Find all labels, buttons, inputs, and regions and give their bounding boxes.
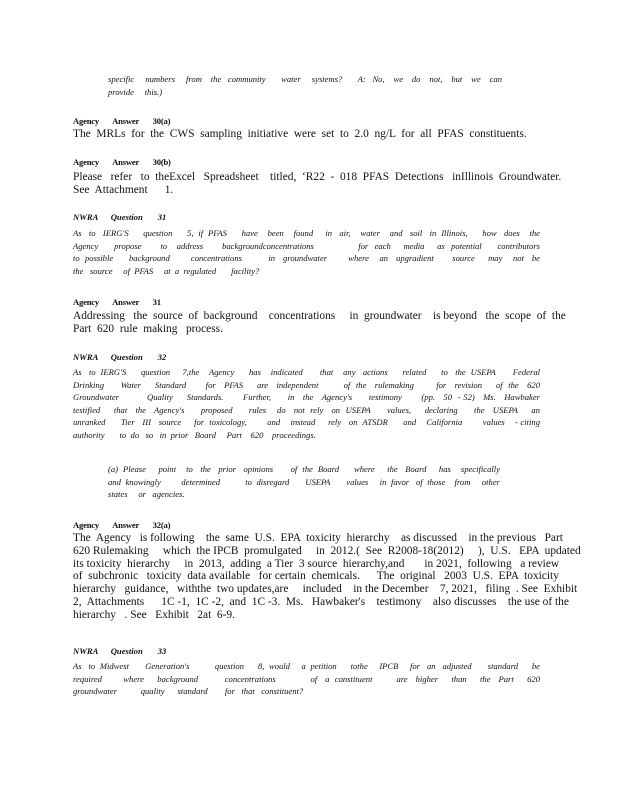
text-line: unranked Tier III source for toxicology, and instead rely on ATSDR and California values - citing xyxy=(73,417,540,428)
question-text xyxy=(73,366,540,442)
answer-heading: Agency Answer 31 xyxy=(73,297,161,307)
question-heading: NWRA Question 31 xyxy=(73,212,167,222)
text-line: to possible background concentrations in groundwater where an upgradient source may not be xyxy=(73,253,540,264)
text-line: authority to do so in prior Board Part 620 proceedings. xyxy=(73,429,316,440)
text-line: Agency propose to address backgroundconcentrations for each media as potential contributors xyxy=(73,240,540,251)
answer-heading: Agency Answer 32(a) xyxy=(73,520,171,530)
text-line: See Attachment 1. xyxy=(73,183,174,196)
answer-heading: Agency Answer 30(a) xyxy=(73,116,171,126)
text-line: the source of PFAS at a regulated facility? xyxy=(73,265,260,276)
text-line: 620 Rulemaking which the IPCB promulgated in 2012.( See R2008-18(2012) ), U.S. EPA updated xyxy=(73,544,581,557)
text-line: Drinking Water Standard for PFAS are independent of the rulemaking for revision of the 620 xyxy=(73,379,540,390)
text-line: As to IERG'S question 5, if PFAS have been found in air, water and soil in Illinois, how does the xyxy=(73,228,540,238)
text-line: Addressing the source of background concentrations in groundwater is beyond the scope of the xyxy=(73,310,566,322)
text-line: groundwater quality standard for that constituent? xyxy=(73,686,304,697)
text-line: The Agency is following the same U.S. EPA toxicity hierarchy as discussed in the previous Part xyxy=(73,532,563,544)
question-text xyxy=(108,463,500,501)
text-line: Please refer to theExcel Spreadsheet titled, ‘R22 - 018 PFAS Detections inIllinois Groundwater. xyxy=(73,171,562,183)
text-line: As to IERG'S question 7,the Agency has indicated that any actions related to the USEPA Federal xyxy=(73,367,540,377)
answer-heading: Agency Answer 30(b) xyxy=(73,157,171,167)
text-line: Part 620 rule making process. xyxy=(73,322,223,335)
question-text xyxy=(73,660,540,698)
text-line: specific numbers from the community water systems? A: No, we do not, but we can xyxy=(108,74,502,84)
text-line: testified that the Agency's proposed rules do not rely on USEPA values, declaring the USEPA an xyxy=(73,404,540,415)
text-line: and knowingly determined to disregard USEPA values in favor of those from other xyxy=(108,476,500,487)
text-line: As to Midwest Generation's question 8, would a petition tothe IPCB for an adjusted standard be xyxy=(73,661,540,671)
question-text xyxy=(73,227,540,277)
question-heading: NWRA Question 32 xyxy=(73,352,167,362)
answer-text xyxy=(73,310,566,336)
question-heading: NWRA Question 33 xyxy=(73,646,167,656)
answer-text xyxy=(73,171,562,197)
text-line: 2, Attachments 1C -1, 1C -2, and 1C -3. Ms. Hawbaker's testimony also discusses the use of the xyxy=(73,595,569,608)
answer-text xyxy=(73,532,581,622)
text-line: Groundwater Quality Standards. Further, in the Agency's testimony (pp. 50 - 52) Ms. Hawbaker xyxy=(73,392,540,403)
text-line: required where background concentrations of a constituent are higher than the Part 620 xyxy=(73,673,540,684)
answer-text xyxy=(73,128,527,141)
text-line: of subchronic toxicity data available for certain chemicals. The original 2003 U.S. EPA toxicity xyxy=(73,570,559,583)
text-line: (a) Please point to the prior opinions of the Board where the Board has specifically xyxy=(108,464,500,474)
text-line: states or agencies. xyxy=(108,489,185,500)
text-line: provide this.) xyxy=(108,86,163,97)
question-text xyxy=(108,73,502,98)
text-line: hierarchy . See Exhibit 2at 6-9. xyxy=(73,608,235,621)
text-line: The MRLs for the CWS sampling initiative were set to 2.0 ng/L for all PFAS constituents. xyxy=(73,128,527,140)
text-line: its toxicity hierarchy in 2013, adding a Tier 3 source hierarchy,and in 2021, following a review xyxy=(73,557,560,570)
text-line: hierarchy guidance, withthe two updates,are included in the December 7, 2021, filing . See Exhibit xyxy=(73,583,578,596)
